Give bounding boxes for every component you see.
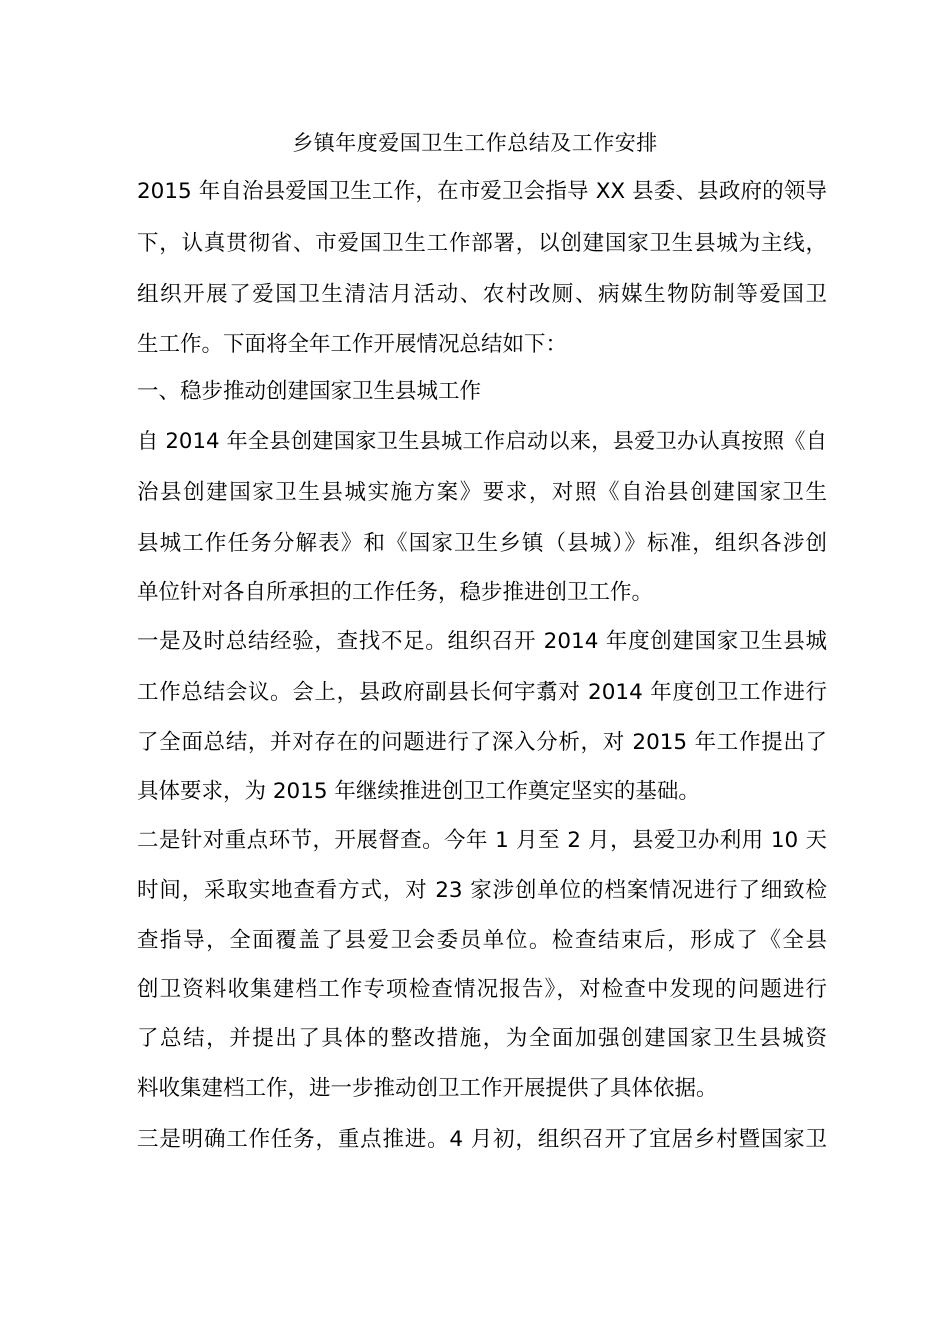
paragraph-line: 县城工作任务分解表》和《国家卫生乡镇（县城）》标准，组织各涉创 <box>137 531 827 556</box>
paragraph-line: 三是明确工作任务，重点推进。4 月初，组织召开了宜居乡村暨国家卫 <box>137 1127 827 1152</box>
paragraph-line: 2015 年自治县爱国卫生工作，在市爱卫会指导 XX 县委、县政府的领导 <box>137 179 827 204</box>
paragraph-line: 时间，采取实地查看方式，对 23 家涉创单位的档案情况进行了细致检 <box>137 878 827 903</box>
paragraph-line: 二是针对重点环节，开展督查。今年 1 月至 2 月，县爱卫办利用 10 天 <box>137 828 827 853</box>
paragraph-line: 了全面总结，并对存在的问题进行了深入分析，对 2015 年工作提出了 <box>137 730 827 755</box>
paragraph-line: 创卫资料收集建档工作专项检查情况报告》，对检查中发现的问题进行 <box>137 977 827 1002</box>
paragraph-line: 治县创建国家卫生县城实施方案》要求，对照《自治县创建国家卫生 <box>137 480 827 505</box>
paragraph-line: 具体要求，为 2015 年继续推进创卫工作奠定坚实的基础。 <box>137 779 700 804</box>
paragraph-line: 料收集建档工作，进一步推动创卫工作开展提供了具体依据。 <box>137 1076 718 1101</box>
paragraph-line: 一是及时总结经验，查找不足。组织召开 2014 年度创建国家卫生县城 <box>137 629 827 654</box>
paragraph-line: 组织开展了爱国卫生清洁月活动、农村改厕、病媒生物防制等爱国卫 <box>137 282 827 307</box>
paragraph-line: 单位针对各自所承担的工作任务，稳步推进创卫工作。 <box>137 580 654 605</box>
paragraph-line: 查指导，全面覆盖了县爱卫会委员单位。检查结束后，形成了《全县 <box>137 928 827 953</box>
document-title: 乡镇年度爱国卫生工作总结及工作安排 <box>292 131 658 155</box>
paragraph-line: 下，认真贯彻省、市爱国卫生工作部署，以创建国家卫生县城为主线， <box>137 231 827 256</box>
paragraph-line: 了总结，并提出了具体的整改措施，为全面加强创建国家卫生县城资 <box>137 1026 827 1051</box>
section-heading: 一、稳步推动创建国家卫生县城工作 <box>137 379 482 404</box>
paragraph-line: 自 2014 年全县创建国家卫生县城工作启动以来，县爱卫办认真按照《自 <box>137 429 827 454</box>
paragraph-line: 工作总结会议。会上，县政府副县长何宇翥对 2014 年度创卫工作进行 <box>137 680 827 705</box>
paragraph-line: 生工作。下面将全年工作开展情况总结如下： <box>137 332 568 357</box>
